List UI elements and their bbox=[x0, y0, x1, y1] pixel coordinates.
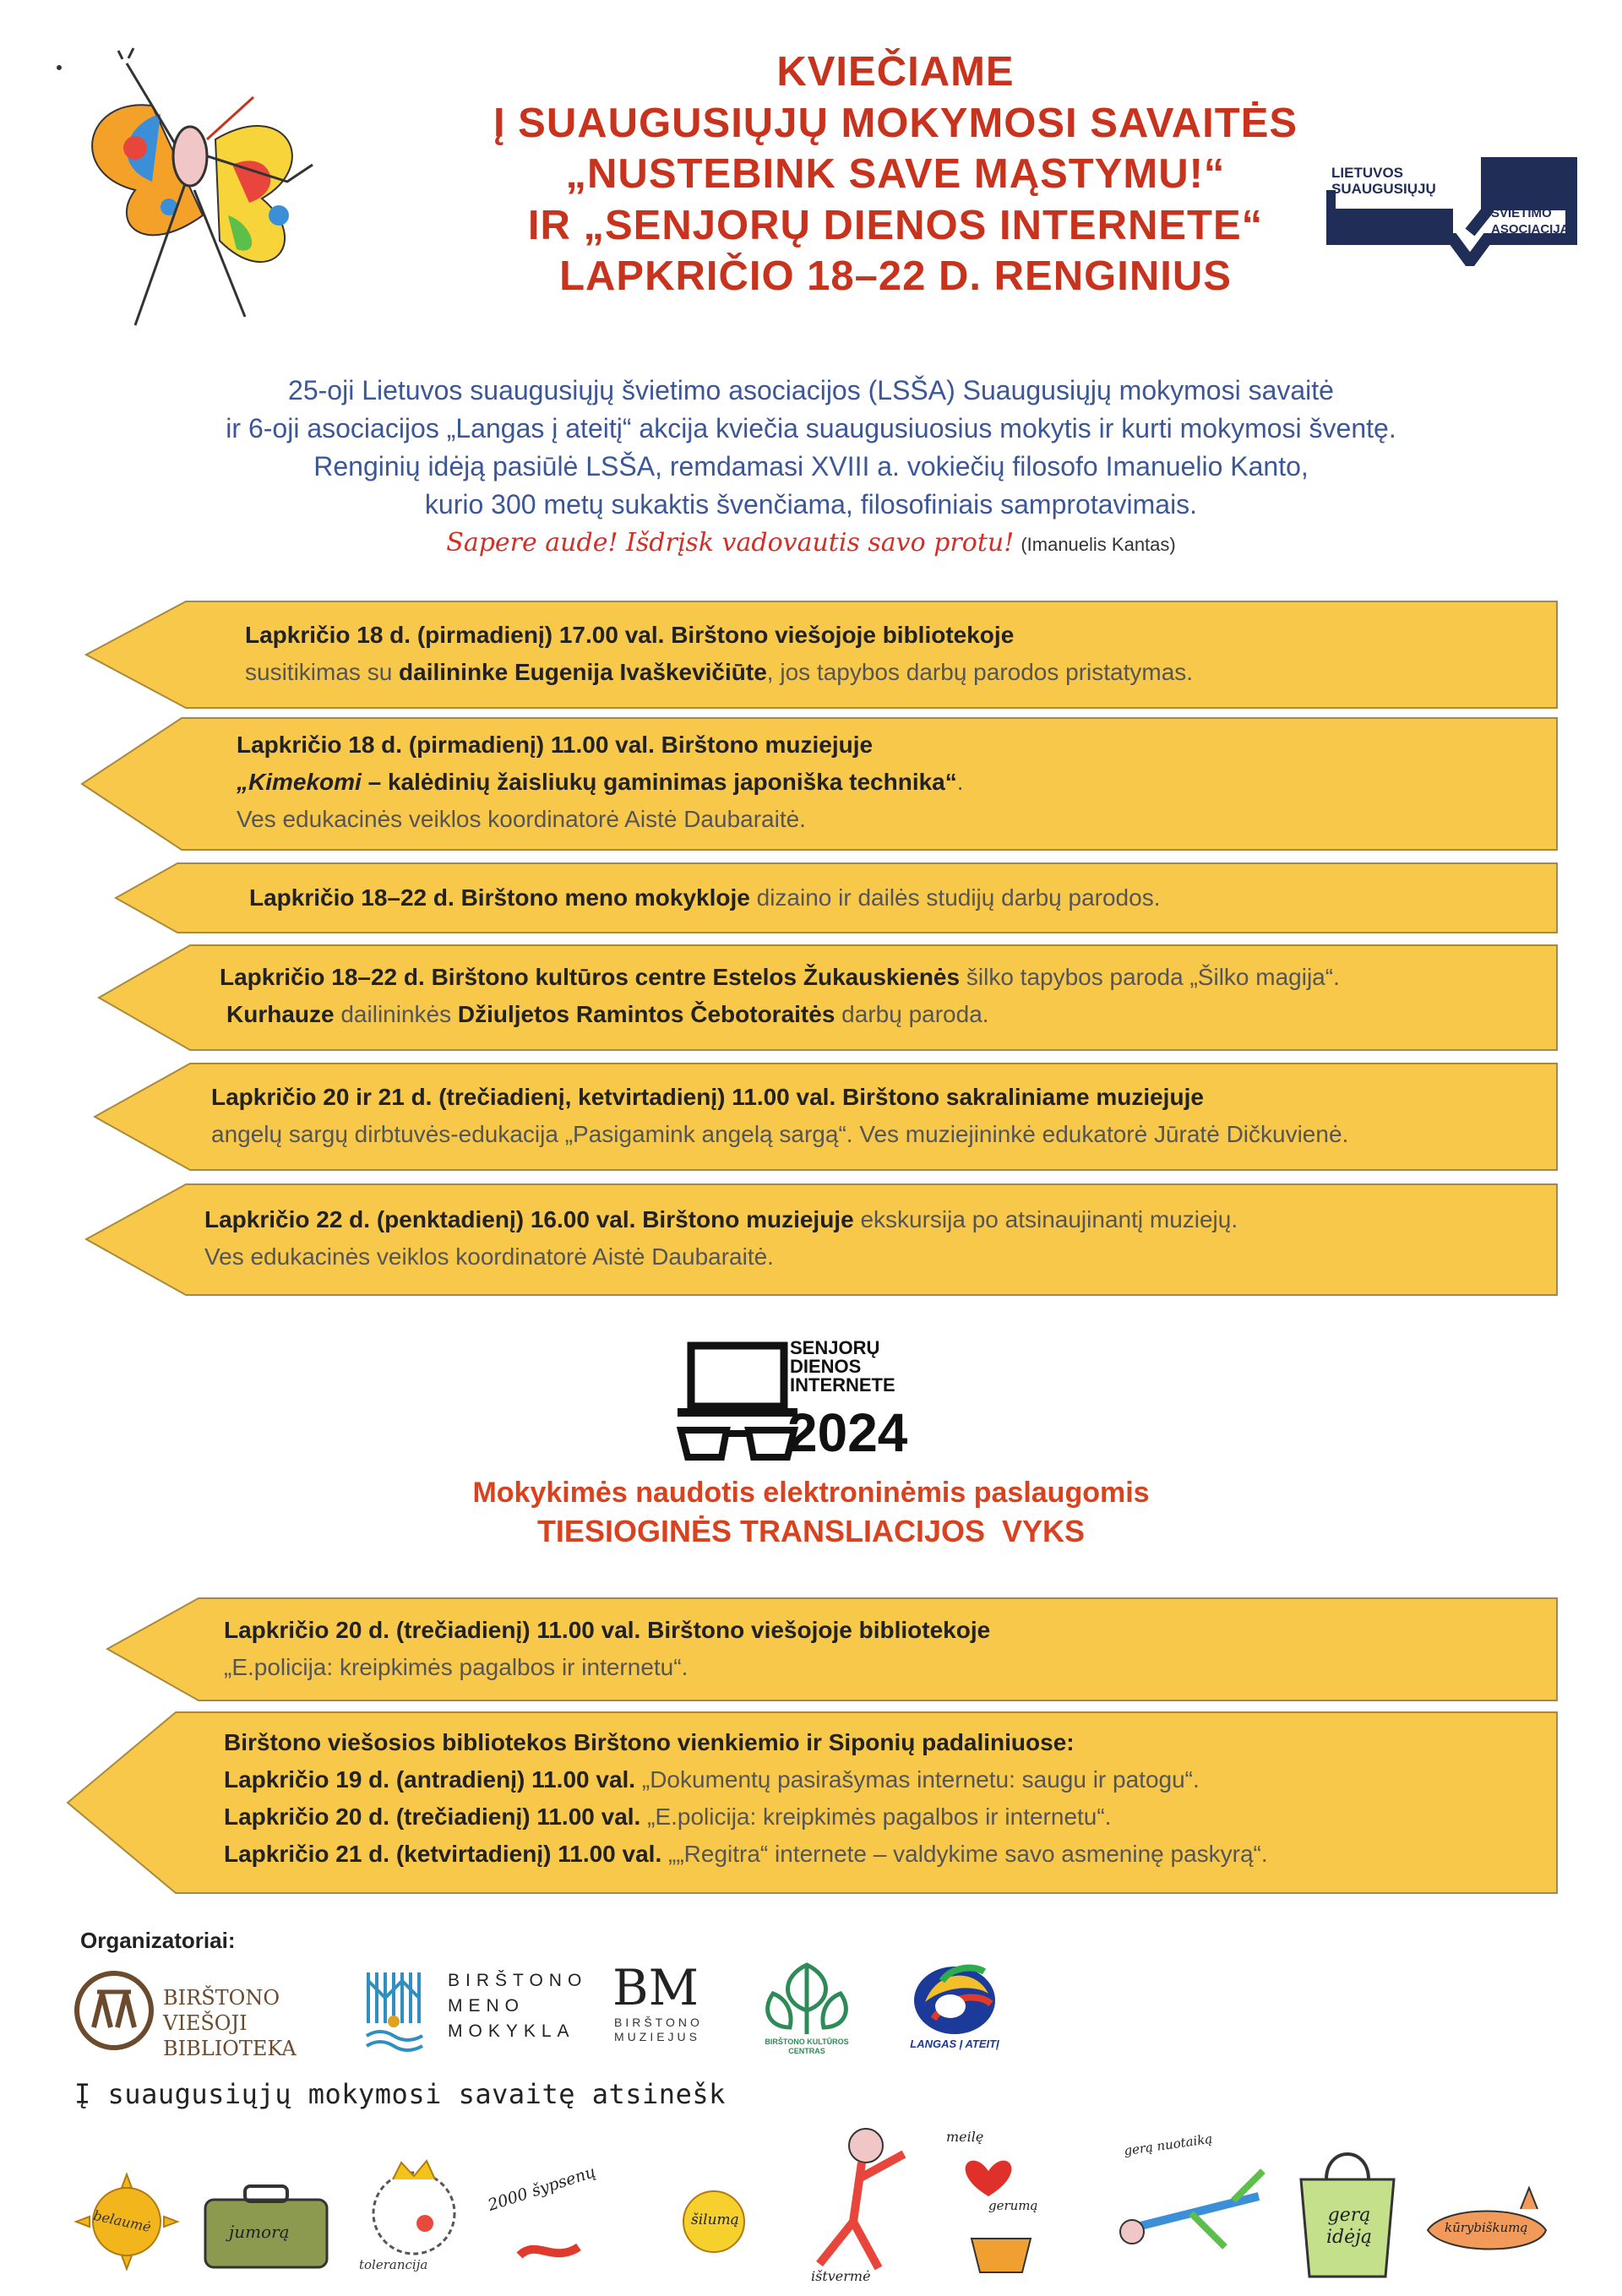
doodle-smiles-icon bbox=[486, 2163, 612, 2281]
doodle-word-10: gerą idėją bbox=[1325, 2205, 1373, 2248]
glasses-icon bbox=[681, 1430, 794, 1457]
senjoru-dienos-logo bbox=[676, 1339, 955, 1466]
doodles-row bbox=[59, 2120, 1563, 2289]
event-1-text-a: susitikimas su bbox=[245, 659, 400, 685]
event-4-text-b: dailininkės bbox=[334, 1001, 458, 1027]
event-banner-1 bbox=[84, 600, 1559, 710]
art-school-name-1: BIRŠTONO bbox=[448, 1971, 588, 1990]
event-4-text: šilko tapybos paroda „Šilko magija“. bbox=[960, 964, 1340, 990]
senjoru-heading bbox=[51, 1474, 1571, 1552]
langas-globe-icon bbox=[900, 1960, 1010, 2036]
library-name-2: VIEŠOJI BIBLIOTEKA bbox=[163, 2011, 297, 2060]
event-6-coordinator: Ves edukacinės veiklos koordinatorė Aistė Daubaraitė. bbox=[204, 1243, 774, 1270]
lssa-logo-line-3: ŠVIETIMO bbox=[1491, 206, 1552, 220]
organizers-title: Organizatoriai: bbox=[80, 1928, 236, 1953]
culture-centre-logo bbox=[756, 1960, 857, 2061]
doodle-word-5: šilumą bbox=[691, 2212, 739, 2228]
bring-line: Į suaugusiųjų mokymosi savaitę atsinešk bbox=[74, 2078, 726, 2110]
doodle-flying-person-icon bbox=[1107, 2130, 1276, 2281]
event-2-title: Lapkričio 18 d. (pirmadienį) 11.00 val. Birštono muziejuje bbox=[237, 732, 874, 758]
laptop-icon bbox=[678, 1346, 797, 1417]
art-school-logo bbox=[363, 1960, 588, 2061]
title-line-2: Į SUAUGUSIŲJŲ MOKYMOSI SAVAITĖS bbox=[493, 100, 1298, 146]
senjoru-logo-line-3: INTERNETE bbox=[790, 1374, 895, 1396]
intro-text bbox=[68, 372, 1554, 524]
intro-line-2: ir 6-oji asociacijos „Langas į ateitį“ akcija kviečia suaugusiuosius mokytis ir kurti mokymosi šventę. bbox=[226, 413, 1396, 443]
event-1-title: Lapkričio 18 d. (pirmadienį) 17.00 val. Birštono viešojoje bibliotekoje bbox=[245, 622, 1015, 648]
event-8-topic-3: „„Regitra“ internete – valdykime savo asmeninę paskyrą“. bbox=[661, 1841, 1268, 1867]
event-7-title: Lapkričio 20 d. (trečiadienį) 11.00 val. Birštono viešojoje bibliotekoje bbox=[224, 1617, 991, 1643]
page-title bbox=[321, 46, 1470, 302]
event-8-topic-2: „E.policija: kreipkimės pagalbos ir internetu“. bbox=[640, 1804, 1112, 1830]
event-4-artist: Džiuljetos Ramintos Čebotoraitės bbox=[457, 1001, 835, 1027]
event-banner-4 bbox=[97, 944, 1559, 1052]
lssa-logo bbox=[1326, 156, 1580, 266]
event-4-title: Lapkričio 18–22 d. Birštono kultūros centre Estelos Žukauskienės bbox=[220, 964, 961, 990]
title-line-4: IR „SENJORŲ DIENOS INTERNETE“ bbox=[527, 202, 1264, 248]
event-banner-3 bbox=[114, 862, 1559, 934]
lssa-logo-line-1: LIETUVOS bbox=[1331, 165, 1404, 181]
doodle-suitcase-icon bbox=[199, 2179, 334, 2272]
doodle-bag-icon bbox=[1293, 2137, 1402, 2281]
doodle-person-icon bbox=[786, 2120, 921, 2289]
senjoru-year: 2024 bbox=[787, 1402, 908, 1463]
doodle-word-1: belaumė bbox=[91, 2207, 153, 2235]
art-school-emblem-icon bbox=[363, 1964, 431, 2057]
quote-text: Sapere aude! Išdrįsk vadovautis savo protu! bbox=[446, 528, 1015, 558]
library-name-1: BIRŠTONO bbox=[163, 1986, 280, 2010]
doodle-cat-icon bbox=[1411, 2171, 1563, 2272]
langas-logo bbox=[891, 1960, 1018, 2061]
museum-name-2: MUZIEJUS bbox=[614, 2030, 700, 2043]
event-6-text: ekskursija po atsinaujinantį muziejų. bbox=[853, 1206, 1238, 1232]
doodle-word-4: 2000 šypsenų bbox=[485, 2163, 598, 2215]
doodle-word-9: gerą nuotaiką bbox=[1123, 2130, 1214, 2159]
event-5-text: angelų sargų dirbtuvės-edukacija „Pasigamink angelą sargą“. Ves muziejininkė edukatorė Jūratė Dičkuvienė. bbox=[211, 1121, 1349, 1147]
doodle-heart-cup-icon bbox=[938, 2129, 1064, 2281]
event-2-kimekomi: „Kimekomi bbox=[237, 769, 362, 795]
senjoru-subtitle-2: TIESIOGINĖS TRANSLIACIJOS VYKS bbox=[536, 1514, 1086, 1548]
langas-name: LANGAS Į ATEITĮ bbox=[910, 2038, 999, 2050]
doodle-word-8: gerumą bbox=[988, 2198, 1038, 2213]
event-8-date-2: Lapkričio 20 d. (trečiadienį) 11.00 val. bbox=[224, 1804, 641, 1830]
doodle-word-3: tolerancija bbox=[359, 2257, 428, 2272]
library-logo bbox=[72, 1960, 351, 2060]
title-line-3: „NUSTEBINK SAVE MĄSTYMU!“ bbox=[565, 151, 1226, 197]
doodle-word-2: jumorą bbox=[229, 2222, 290, 2242]
event-8-topic-1: „Dokumentų pasirašymas internetu: saugu ir patogu“. bbox=[635, 1766, 1200, 1793]
event-1-artist: dailininke Eugenija Ivaškevičiūte bbox=[399, 659, 767, 685]
lssa-logo-line-4: ASOCIACIJA bbox=[1491, 222, 1570, 237]
senjoru-logo-line-1: SENJORŲ bbox=[790, 1337, 880, 1358]
event-banner-2 bbox=[80, 716, 1559, 851]
event-banner-6 bbox=[84, 1183, 1559, 1297]
lssa-logo-line-2: SUAUGUSIŲJŲ bbox=[1331, 181, 1436, 197]
doodle-lion-icon bbox=[351, 2154, 477, 2281]
museum-monogram: BM bbox=[612, 1959, 699, 2016]
leaves-icon bbox=[756, 1960, 857, 2036]
senjoru-logo-line-2: DIENOS bbox=[790, 1356, 862, 1377]
event-4-text-d: darbų paroda. bbox=[835, 1001, 989, 1027]
event-banner-8 bbox=[66, 1711, 1559, 1895]
doodle-word-6: ištvermė bbox=[811, 2268, 871, 2284]
event-banner-7 bbox=[106, 1597, 1559, 1702]
event-8-title: Birštono viešosios bibliotekos Birštono vienkiemio ir Siponių padaliniuose: bbox=[224, 1729, 1075, 1755]
quote-author: (Imanuelis Kantas) bbox=[1021, 534, 1176, 555]
event-banner-5 bbox=[93, 1062, 1559, 1172]
doodle-word-7: meilę bbox=[946, 2129, 984, 2145]
event-1-text-c: , jos tapybos darbų parodos pristatymas. bbox=[766, 659, 1194, 685]
event-2-workshop: – kalėdinių žaisliukų gaminimas japoniška technika“ bbox=[361, 769, 957, 795]
intro-line-3: Renginių idėją pasiūlė LSŠA, remdamasi XVIII a. vokiečių filosofo Imanuelio Kanto, bbox=[313, 451, 1309, 482]
intro-line-4: kurio 300 metų sukaktis švenčiama, filosofiniais samprotavimais. bbox=[424, 489, 1198, 520]
museum-name-1: BIRŠTONO bbox=[614, 2016, 703, 2029]
event-8-date-3: Lapkričio 21 d. (ketvirtadienį) 11.00 val. bbox=[224, 1841, 662, 1867]
culture-centre-name: BIRŠTONO KULTŪROS CENTRAS bbox=[765, 2038, 849, 2055]
library-emblem-icon bbox=[72, 1968, 156, 2053]
intro-line-1: 25-oji Lietuvos suaugusiųjų švietimo asociacijos (LSŠA) Suaugusiųjų mokymosi savaitė bbox=[288, 375, 1334, 405]
art-school-name-3: MOKYKLA bbox=[448, 2021, 575, 2041]
title-line-1: KVIEČIAME bbox=[776, 49, 1015, 95]
event-2-period: . bbox=[956, 769, 964, 795]
doodle-sun-icon bbox=[59, 2171, 194, 2272]
event-8-date-1: Lapkričio 19 d. (antradienį) 11.00 val. bbox=[224, 1766, 636, 1793]
event-6-title: Lapkričio 22 d. (penktadienį) 16.00 val. Birštono muziejuje bbox=[204, 1206, 854, 1232]
event-4-kurhauze: Kurhauze bbox=[226, 1001, 335, 1027]
art-school-name-2: MENO bbox=[448, 1996, 525, 2016]
doodle-word-11: kūrybiškumą bbox=[1445, 2220, 1528, 2235]
kant-quote bbox=[68, 528, 1554, 558]
title-line-5: LAPKRIČIO 18–22 D. RENGINIUS bbox=[559, 253, 1232, 299]
museum-logo bbox=[612, 1960, 722, 2053]
event-7-text: „E.policija: kreipkimės pagalbos ir internetu“. bbox=[224, 1654, 689, 1680]
event-5-title: Lapkričio 20 ir 21 d. (trečiadienį, ketvirtadienį) 11.00 val. Birštono sakraliniame muziejuje bbox=[211, 1084, 1204, 1110]
senjoru-subtitle: Mokykimės naudotis elektroninėmis paslaugomis bbox=[472, 1477, 1150, 1509]
doodle-warmth-icon bbox=[659, 2179, 769, 2264]
event-3-title: Lapkričio 18–22 d. Birštono meno mokykloje bbox=[249, 884, 750, 911]
event-3-text: dizaino ir dailės studijų darbų parodos. bbox=[749, 884, 1161, 911]
event-2-coordinator: Ves edukacinės veiklos koordinatorė Aistė Daubaraitė. bbox=[237, 806, 806, 832]
